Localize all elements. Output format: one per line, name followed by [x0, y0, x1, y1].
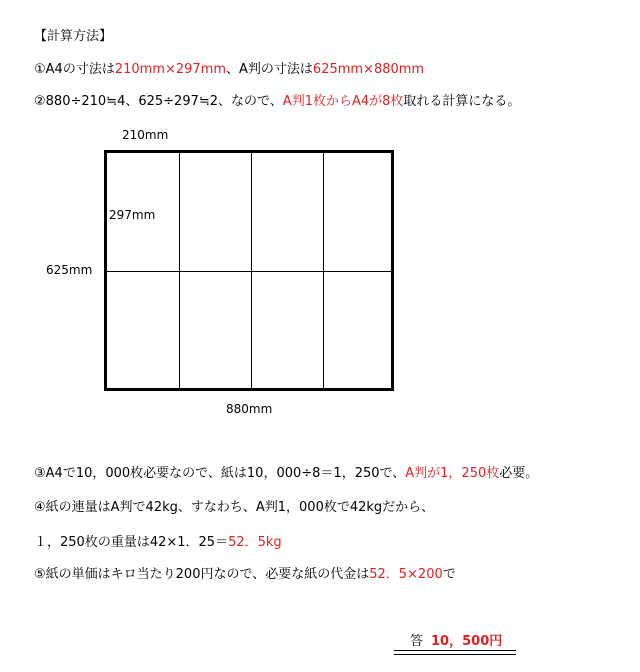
step-3-text: ③A4で10，000枚必要なので、紙は10，000÷8＝1，250で、: [34, 466, 406, 481]
step-5-text-2: で: [442, 567, 456, 582]
step-5: [34, 566, 456, 584]
answer-value: 10，500円: [431, 634, 503, 649]
step-4-text: １，250枚の重量は42×1．25＝: [34, 535, 229, 550]
answer: [410, 630, 502, 649]
diagram-inner-label: 297mm: [109, 208, 156, 222]
diagram-bottom-label: 880mm: [226, 402, 273, 416]
step-4-line-1: ④紙の連量はA判で42kg、すなわち、A判1，000枚で42kgだから、: [34, 500, 435, 515]
step-1-text: ①A4の寸法は: [34, 62, 115, 77]
step-5-text: ⑤紙の単価はキロ当たり200円なので、必要な紙の代金は: [34, 567, 370, 582]
step-2-text-2: 取れる計算になる。: [403, 94, 521, 109]
step-2-text: ②880÷210≒4、625÷297≒2、なので、: [34, 94, 283, 109]
diagram-left-label: 625mm: [46, 263, 93, 277]
step-4-line-2: [34, 534, 282, 552]
step-3-highlight: A判が1，250枚: [405, 466, 500, 481]
step-2-highlight: A判1枚からA4が8枚: [282, 94, 404, 109]
grid-line-horizontal: [107, 271, 391, 272]
answer-underline: [394, 654, 516, 655]
diagram-top-label: 210mm: [122, 128, 169, 142]
answer-label: 答: [410, 634, 424, 649]
sheet-diagram: [104, 150, 394, 391]
a-size-value: 625mm×880mm: [312, 62, 425, 77]
step-5-highlight: 52．5×200: [369, 567, 443, 582]
section-heading: 【計算方法】: [34, 29, 113, 44]
step-3-text-2: 必要。: [499, 466, 539, 481]
answer-underline: [394, 650, 516, 651]
step-4-highlight: 52．5kg: [228, 535, 282, 550]
step-1: [34, 61, 424, 79]
a4-size-value: 210mm×297mm: [114, 62, 227, 77]
step-1-text-2: 、A判の寸法は: [226, 62, 313, 77]
step-2: [34, 93, 520, 111]
step-3: [34, 465, 538, 483]
